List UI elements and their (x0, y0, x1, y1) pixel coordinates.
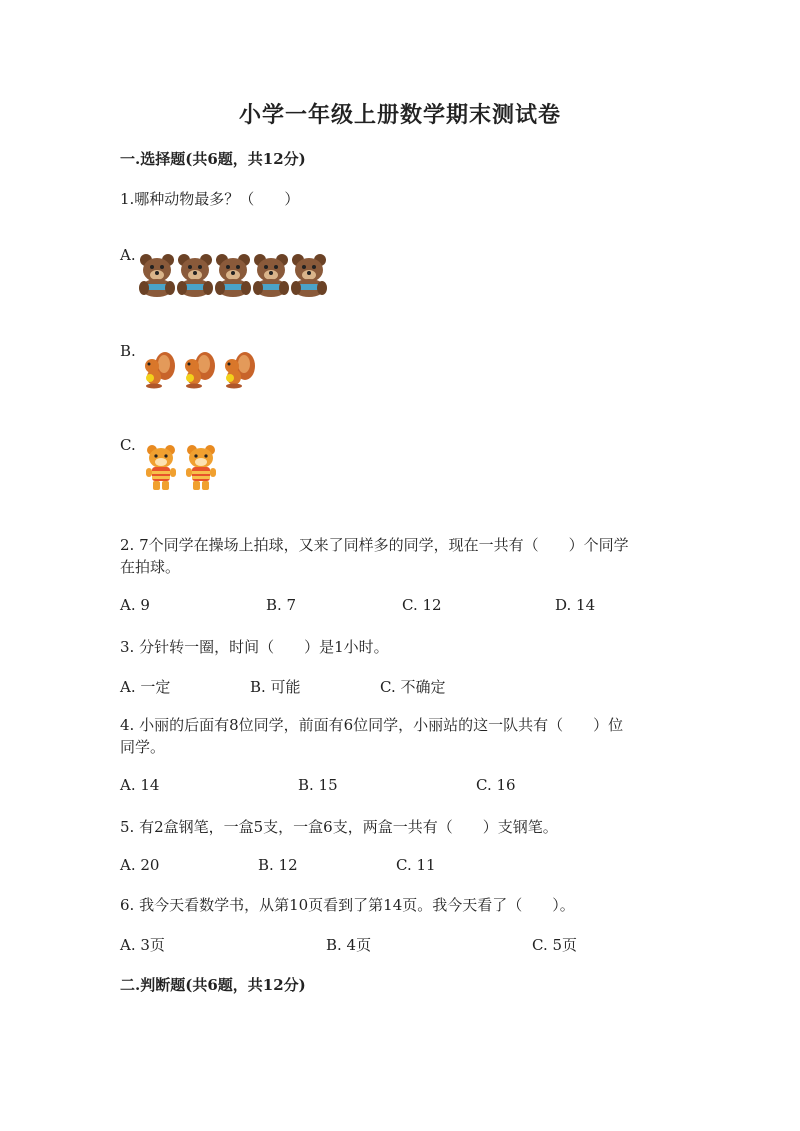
q6-option-b: B. 4页 (326, 936, 372, 954)
q1-option-c-animals (144, 444, 224, 492)
q1-option-a-animals (138, 252, 330, 298)
q2-option-d: D. 14 (555, 596, 596, 614)
question-1: 1.哪种动物最多？（ ） (120, 190, 300, 208)
q1-option-a-label: A. (120, 246, 136, 264)
bear-icon-group (138, 252, 330, 298)
page-title: 小学一年级上册数学期末测试卷 (238, 102, 561, 128)
q4-option-c: C. 16 (476, 776, 516, 794)
squirrel-icon-group (140, 350, 264, 390)
q4-option-b: B. 15 (298, 776, 338, 794)
q1-option-b-label: B. (120, 342, 136, 360)
q1-option-b-animals (140, 350, 264, 390)
q2-option-c: C. 12 (402, 596, 442, 614)
question-4-line-2: 同学。 (120, 738, 166, 756)
q4-option-a: A. 14 (120, 776, 160, 794)
q5-option-c: C. 11 (396, 856, 436, 874)
question-2-line-2: 在拍球。 (120, 558, 181, 576)
question-4-line-1: 4. 小丽的后面有8位同学，前面有6位同学，小丽站的这一队共有（ ）位 (120, 716, 624, 734)
q6-option-c: C. 5页 (532, 936, 578, 954)
q5-option-a: A. 20 (120, 856, 160, 874)
question-3: 3. 分针转一圈，时间（ ）是1小时。 (120, 638, 389, 656)
q3-option-b: B. 可能 (250, 678, 301, 696)
tiger-icon-group (144, 444, 224, 492)
section-heading-judgement: 二.判断题(共6题，共12分) (120, 976, 306, 994)
question-6: 6. 我今天看数学书，从第10页看到了第14页。我今天看了（ ）。 (120, 896, 575, 914)
question-5: 5. 有2盒钢笔，一盒5支，一盒6支，两盒一共有（ ）支钢笔。 (120, 818, 558, 836)
q3-option-c: C. 不确定 (380, 678, 446, 696)
question-2-line-1: 2. 7个同学在操场上拍球，又来了同样多的同学，现在一共有（ ）个同学 (120, 536, 629, 554)
q2-option-a: A. 9 (120, 596, 150, 614)
q2-option-b: B. 7 (266, 596, 297, 614)
q5-option-b: B. 12 (258, 856, 298, 874)
section-heading-choice: 一.选择题(共6题，共12分) (120, 150, 306, 168)
q3-option-a: A. 一定 (120, 678, 171, 696)
q6-option-a: A. 3页 (120, 936, 165, 954)
q1-option-c-label: C. (120, 436, 136, 454)
